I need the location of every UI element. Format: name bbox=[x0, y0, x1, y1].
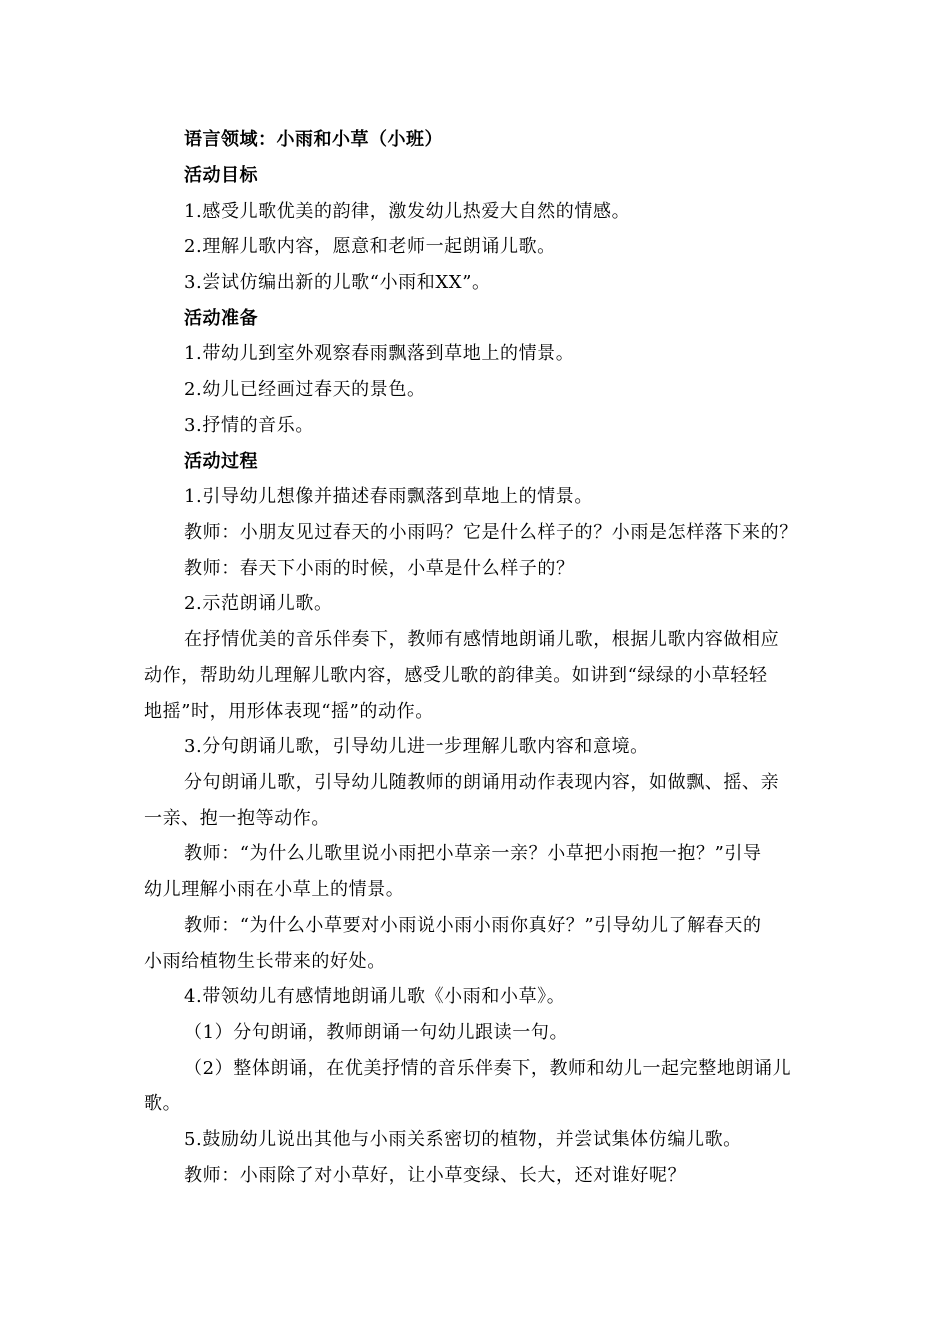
process-line: 2.示范朗诵儿歌。 bbox=[184, 593, 333, 614]
goal-item: 3.尝试仿编出新的儿歌“小雨和XX”。 bbox=[184, 272, 491, 293]
section-heading-process: 活动过程 bbox=[184, 451, 258, 472]
process-line: 4.带领幼儿有感情地朗诵儿歌《小雨和小草》。 bbox=[184, 986, 566, 1007]
process-line: 歌。 bbox=[144, 1093, 182, 1114]
process-line: 教师：小雨除了对小草好，让小草变绿、长大，还对谁好呢？ bbox=[184, 1165, 687, 1186]
process-line: 小雨给植物生长带来的好处。 bbox=[144, 951, 386, 972]
process-line: 教师：“为什么小草要对小雨说小雨小雨你真好？”引导幼儿了解春天的 bbox=[184, 915, 762, 936]
process-line: 教师：小朋友见过春天的小雨吗？它是什么样子的？小雨是怎样落下来的？ bbox=[184, 522, 798, 543]
process-line: 一亲、抱一抱等动作。 bbox=[144, 808, 330, 829]
process-line: 教师：春天下小雨的时候，小草是什么样子的？ bbox=[184, 558, 575, 579]
section-heading-prep: 活动准备 bbox=[184, 308, 258, 329]
section-heading-goals: 活动目标 bbox=[184, 165, 258, 186]
process-line: 幼儿理解小雨在小草上的情景。 bbox=[144, 879, 405, 900]
process-line: （1）分句朗诵，教师朗诵一句幼儿跟读一句。 bbox=[184, 1022, 569, 1043]
process-line: 在抒情优美的音乐伴奏下，教师有感情地朗诵儿歌，根据儿歌内容做相应 bbox=[184, 629, 780, 650]
process-line: 动作，帮助幼儿理解儿歌内容，感受儿歌的韵律美。如讲到“绿绿的小草轻轻 bbox=[144, 665, 768, 686]
process-line: 教师：“为什么儿歌里说小雨把小草亲一亲？小草把小雨抱一抱？”引导 bbox=[184, 843, 762, 864]
document-title: 语言领域：小雨和小草（小班） bbox=[184, 129, 443, 150]
prep-item: 3.抒情的音乐。 bbox=[184, 415, 314, 436]
process-line: 3.分句朗诵儿歌，引导幼儿进一步理解儿歌内容和意境。 bbox=[184, 736, 649, 757]
process-line: 地摇”时，用形体表现“摇”的动作。 bbox=[144, 701, 434, 722]
process-line: 5.鼓励幼儿说出其他与小雨关系密切的植物，并尝试集体仿编儿歌。 bbox=[184, 1129, 742, 1150]
goal-item: 2.理解儿歌内容，愿意和老师一起朗诵儿歌。 bbox=[184, 236, 556, 257]
process-line: 1.引导幼儿想像并描述春雨飘落到草地上的情景。 bbox=[184, 486, 593, 507]
prep-item: 1.带幼儿到室外观察春雨飘落到草地上的情景。 bbox=[184, 343, 575, 364]
goal-item: 1.感受儿歌优美的韵律，激发幼儿热爱大自然的情感。 bbox=[184, 201, 631, 222]
prep-item: 2.幼儿已经画过春天的景色。 bbox=[184, 379, 426, 400]
process-line: 分句朗诵儿歌，引导幼儿随教师的朗诵用动作表现内容，如做飘、摇、亲 bbox=[184, 772, 780, 793]
process-line: （2）整体朗诵，在优美抒情的音乐伴奏下，教师和幼儿一起完整地朗诵儿 bbox=[184, 1058, 792, 1079]
